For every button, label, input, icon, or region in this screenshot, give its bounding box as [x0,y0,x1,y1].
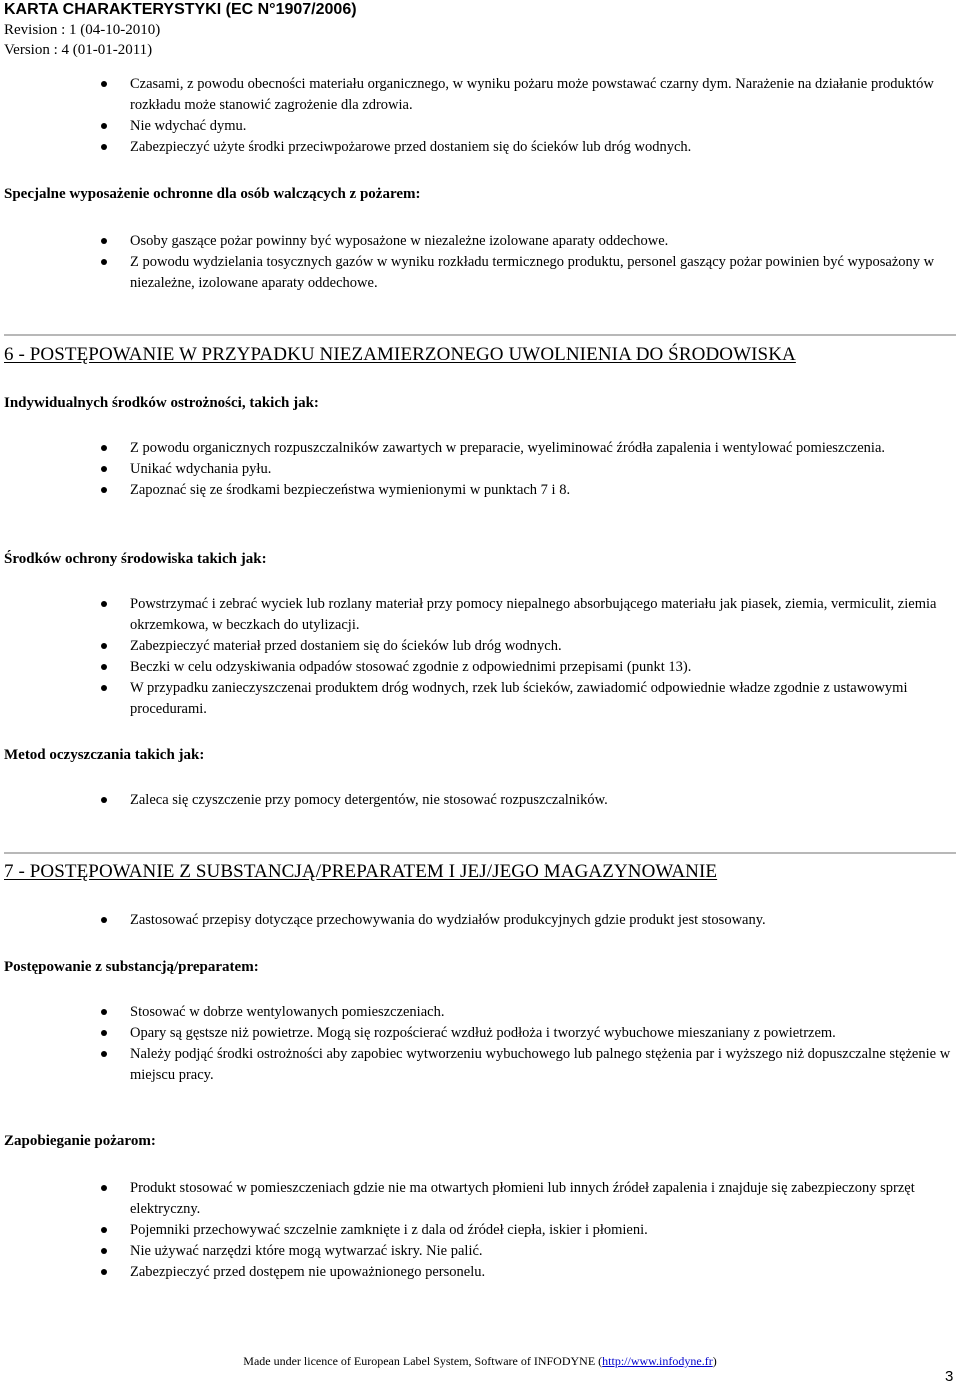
list-item: Zastosować przepisy dotyczące przechowywania do wydziałów produkcyjnych gdzie produkt jest stosowany. [0,910,960,931]
handling-heading: Postępowanie z substancją/preparatem: [4,959,259,975]
footer-text: Made under licence of European Label System, Software of INFODYNE ( [243,1354,603,1368]
environment-heading: Środków ochrony środowiska takich jak: [4,551,267,567]
cleaning-list [0,790,960,811]
list-item: Zabezpieczyć materiał przed dostaniem się do ścieków lub dróg wodnych. [0,636,960,657]
list-item: Stosować w dobrze wentylowanych pomieszczeniach. [0,1002,960,1023]
fire-prevention-list [0,1178,960,1283]
list-item: Pojemniki przechowywać szczelnie zamknięte i z dala od źródeł ciepła, iskier i płomieni. [0,1220,960,1241]
list-item: Czasami, z powodu obecności materiału organicznego, w wyniku pożaru może powstawać czarny dym. Narażenie na działanie produktów rozkładu może stanowić zagrożenie dla zdrowia. [0,74,960,116]
section-6-title: 6 - POSTĘPOWANIE W PRZYPADKU NIEZAMIERZONEGO UWOLNIENIA DO ŚRODOWISKA [4,344,796,365]
list-item: Zabezpieczyć użyte środki przeciwpożarowe przed dostaniem się do ścieków lub dróg wodnych. [0,137,960,158]
protective-equipment-heading: Specjalne wyposażenie ochronne dla osób walczących z pożarem: [4,186,421,202]
list-item: Opary są gęstsze niż powietrze. Mogą się rozpościerać wzdłuż podłoża i tworzyć wybuchowe mieszaniany z powietrzem. [0,1023,960,1044]
list-item: Nie używać narzędzi które mogą wytwarzać iskry. Nie palić. [0,1241,960,1262]
infodyne-link[interactable]: http://www.infodyne.fr [602,1354,713,1368]
list-item: Unikać wdychania pyłu. [0,459,960,480]
cleaning-heading: Metod oczyszczania takich jak: [4,747,205,763]
list-item: Z powodu organicznych rozpuszczalników zawartych w preparacie, wyeliminować źródła zapalenia i wentylować pomieszczenia. [0,438,960,459]
section-7-title: 7 - POSTĘPOWANIE Z SUBSTANCJĄ/PREPARATEM I JEJ/JEGO MAGAZYNOWANIE [4,861,718,882]
list-item: Zapoznać się ze środkami bezpieczeństwa wymienionymi w punktach 7 i 8. [0,480,960,501]
section-divider [4,334,956,336]
list-item: Należy podjąć środki ostrożności aby zapobiec wytworzeniu wybuchowego lub palnego stężenia par i wyższego niż dopuszczalne stężenie w miejscu pracy. [0,1044,960,1086]
list-item: Zabezpieczyć przed dostępem nie upoważnionego personelu. [0,1262,960,1283]
list-item: Produkt stosować w pomieszczeniach gdzie nie ma otwartych płomieni lub innych źródeł zapalenia i znajduje się zabezpieczony sprzęt elektryczny. [0,1178,960,1220]
storage-intro-list [0,910,960,931]
list-item: Beczki w celu odzyskiwania odpadów stosować zgodnie z odpowiednimi przepisami (punkt 13). [0,657,960,678]
list-item: Zaleca się czyszczenie przy pomocy detergentów, nie stosować rozpuszczalników. [0,790,960,811]
environment-list [0,594,960,720]
handling-list [0,1002,960,1086]
list-item: Z powodu wydzielania tosycznych gazów w wyniku rozkładu termicznego produktu, personel gaszący pożar powinien być wyposażony w niezależne, izolowane aparaty oddechowe. [0,252,960,294]
document-header [4,0,357,60]
list-item: Powstrzymać i zebrać wyciek lub rozlany materiał przy pomocy niepalnego absorbującego materiału jak piasek, ziemia, vermiculit, ziemia okrzemkowa, w beczkach do utylizacji. [0,594,960,636]
personal-precautions-heading: Indywidualnych środków ostrożności, takich jak: [4,395,319,411]
document-title: KARTA CHARAKTERYSTYKI (EC N°1907/2006) [4,1,357,18]
section-divider [4,852,956,854]
page-footer [0,1354,960,1369]
list-item: Nie wdychać dymu. [0,116,960,137]
list-item: W przypadku zanieczyszczenai produktem dróg wodnych, rzek lub ścieków, zawiadomić odpowiednie władze zgodnie z ustawowymi procedurami. [0,678,960,720]
footer-text-end: ) [712,1354,717,1368]
version-line: Version : 4 (01-01-2011) [4,42,153,58]
protective-equipment-list [0,231,960,294]
list-item: Osoby gaszące pożar powinny być wyposażone w niezależne izolowane aparaty oddechowe. [0,231,960,252]
personal-precautions-list [0,438,960,501]
fire-prevention-heading: Zapobieganie pożarom: [4,1133,156,1149]
page-number: 3 [945,1368,954,1385]
fire-hazard-list [0,74,960,158]
revision-line: Revision : 1 (04-10-2010) [4,22,161,38]
